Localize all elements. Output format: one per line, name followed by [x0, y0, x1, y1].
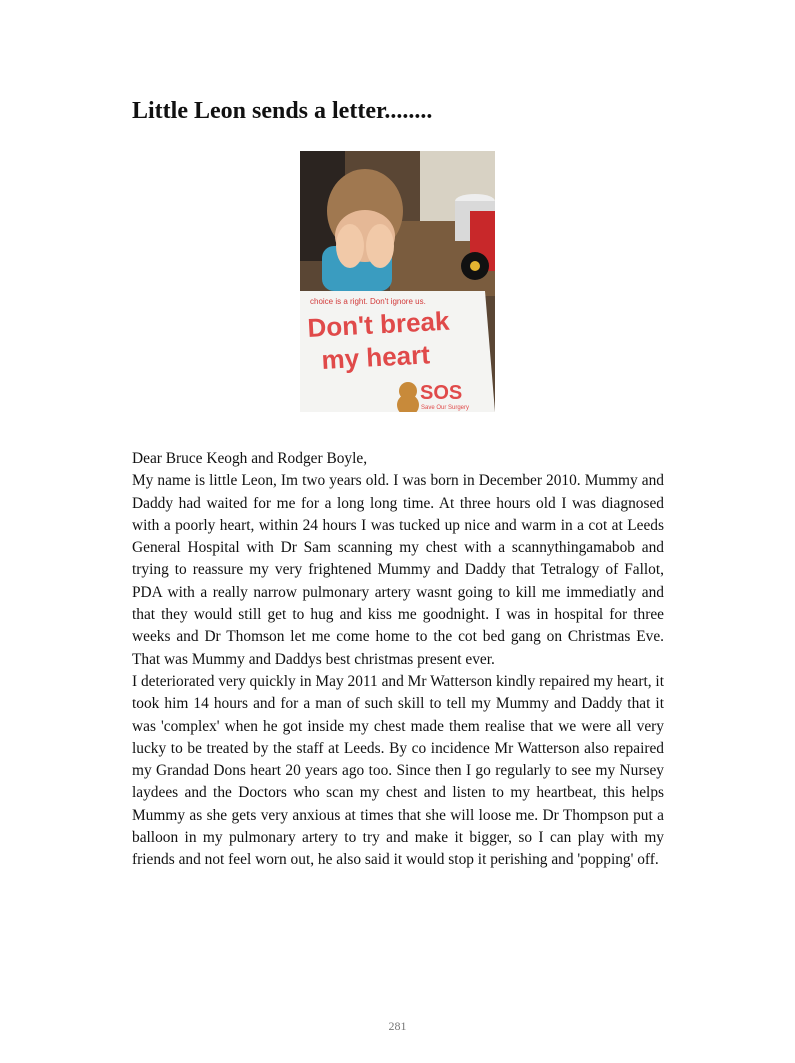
page-title: Little Leon sends a letter........	[132, 98, 433, 124]
letter-paragraph: I deteriorated very quickly in May 2011 and Mr Watterson kindly repaired my heart, it took him 14 hours and for a man of such skill to tell my Mummy and Daddy that it was 'complex' when he got inside my chest made them realise that we were all very lucky to be treated by the staff at Leeds. By co incidence Mr Watterson also repaired my Grandad Dons heart 20 years ago too. Since then I go regularly to see my Nursey laydees and the Doctors who scan my chest and listen to my heartbeat, this helps Mummy as she gets very anxious at times that she will loose me. Dr Thompson put a balloon in my pulmonary artery to try and make it bigger, so I can play with my friends and not feel worn out, he also said it would stop it perishing and 'popping' off.	[132, 672, 664, 869]
sign-top-text: choice is a right. Don't ignore us.	[310, 297, 426, 306]
photo-child-with-sign	[300, 151, 495, 412]
sos-logo: SOS	[420, 382, 463, 404]
sos-logo-sub: Save Our Surgery	[421, 405, 470, 411]
letter-greeting: Dear Bruce Keogh and Rodger Boyle,	[132, 450, 368, 467]
letter-body	[132, 448, 664, 872]
page-number: 281	[388, 1019, 407, 1033]
sign-line-1: Don't break	[306, 305, 451, 343]
letter-paragraph: My name is little Leon, Im two years old. I was born in December 2010. Mummy and Daddy had waited for me for a long long time. At three hours old I was diagnosed with a poorly heart, within 24 hours I was tucked up nice and warm in a cot at Leeds General Hospital with Dr Sam scanning my chest with a scannythingamabob and trying to reassure my very frightened Mummy and Daddy that Tetralogy of Fallot, PDA with a really narrow pulmonary artery wasnt going to kill me immediatly and that they would still get to hug and kiss me goodnight. I was in hospital for three weeks and Dr Thomson let me come home to the cot bed gang on Christmas Eve. That was Mummy and Daddys best christmas present ever.	[132, 472, 664, 668]
sign-line-2: my heart	[320, 339, 431, 375]
